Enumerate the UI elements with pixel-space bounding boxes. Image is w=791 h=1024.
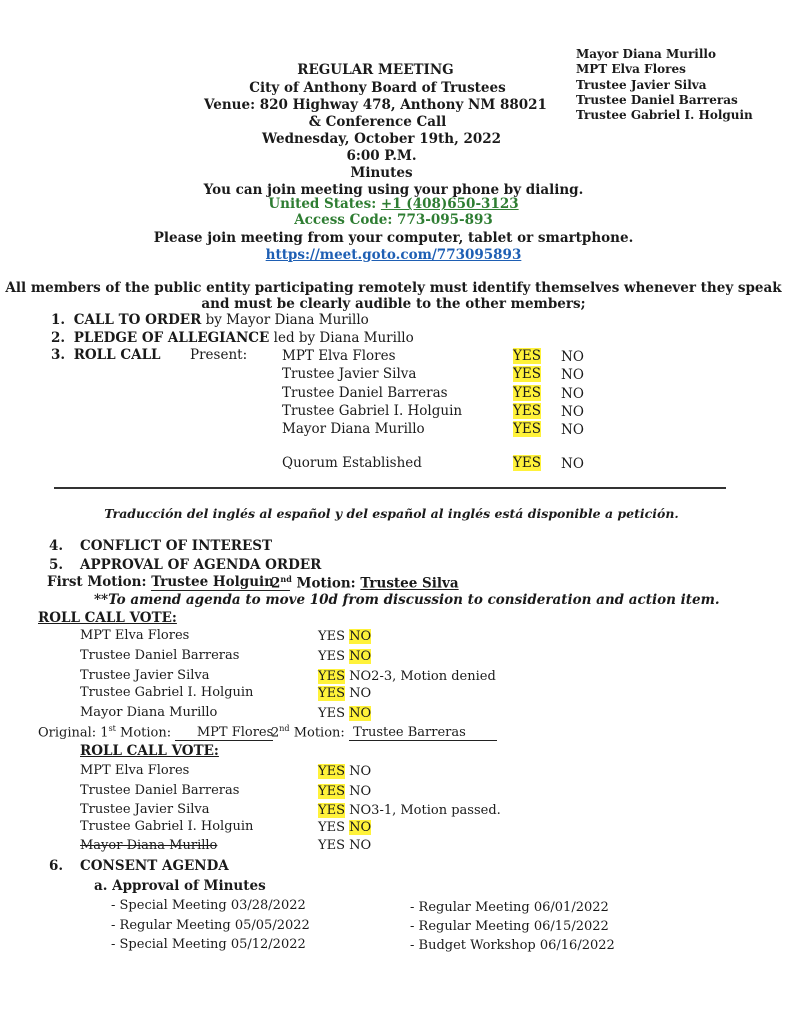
phone-label: United States: bbox=[268, 196, 381, 212]
roll-call-vote-heading-2: ROLL CALL VOTE: bbox=[80, 743, 219, 759]
section4-num: 4. bbox=[49, 538, 64, 554]
remote-notice-line2: and must be clearly audible to the other members; bbox=[201, 296, 586, 312]
vote2-name: MPT Elva Flores bbox=[80, 763, 190, 778]
roll-no: NO bbox=[561, 367, 584, 383]
second-motion-line: 2nd Motion: Trustee Silva bbox=[271, 574, 459, 592]
present-label: Present: bbox=[190, 347, 248, 363]
minutes-item: - Special Meeting 05/12/2022 bbox=[111, 937, 306, 952]
item-roll-call: 3. ROLL CALL bbox=[51, 347, 161, 363]
original-motion-line: Original: 1st Motion: MPT Flores bbox=[38, 724, 274, 741]
vote1-tally: 2-3, Motion denied bbox=[371, 669, 496, 684]
vote2-result: YES NO bbox=[318, 838, 372, 853]
roll-yes: YES bbox=[513, 348, 542, 364]
approval-of-minutes: a. Approval of Minutes bbox=[94, 878, 266, 894]
section5-num: 5. bbox=[49, 557, 64, 573]
vote1-result: YES NO2-3, Motion denied bbox=[318, 669, 496, 684]
first-motion-line: First Motion: Trustee Holguin bbox=[47, 574, 290, 591]
vote1-result: YES NO bbox=[318, 686, 372, 701]
roll-member: Trustee Javier Silva bbox=[282, 366, 417, 382]
vote1-result: YES NO bbox=[318, 649, 372, 664]
quorum-label: Quorum Established bbox=[282, 455, 422, 471]
minutes-item: - Regular Meeting 06/15/2022 bbox=[410, 919, 609, 934]
original-first-value: MPT Flores bbox=[196, 725, 274, 741]
roll-member: MPT Elva Flores bbox=[282, 348, 396, 364]
vote2-struck-row bbox=[80, 838, 372, 853]
meeting-url-link[interactable]: https://meet.goto.com/773095893 bbox=[265, 247, 522, 263]
vote1-result: YES NO bbox=[318, 706, 372, 721]
original-second-line: 2nd Motion: Trustee Barreras bbox=[271, 724, 497, 741]
roll-member: Trustee Gabriel I. Holguin bbox=[282, 403, 463, 419]
vote1-name: Mayor Diana Murillo bbox=[80, 705, 218, 720]
vote2-result: YES NO bbox=[318, 784, 372, 799]
minutes-item: - Budget Workshop 06/16/2022 bbox=[410, 938, 615, 953]
vote2-result: YES NO3-1, Motion passed. bbox=[318, 803, 501, 818]
vote2-name: Trustee Gabriel I. Holguin bbox=[80, 819, 254, 834]
vote2-result: YES NO bbox=[318, 820, 372, 835]
vote2-name: Trustee Daniel Barreras bbox=[80, 783, 240, 798]
roster-member: Mayor Diana Murillo bbox=[576, 47, 716, 61]
roster-member: MPT Elva Flores bbox=[576, 62, 686, 77]
roll-no: NO bbox=[561, 349, 584, 365]
roll-yes: YES bbox=[513, 421, 542, 437]
vote1-name: Trustee Gabriel I. Holguin bbox=[80, 685, 254, 700]
section5-title: APPROVAL OF AGENDA ORDER bbox=[80, 557, 322, 573]
vote1-name: Trustee Javier Silva bbox=[80, 668, 210, 683]
computer-instructions: Please join meeting from your computer, tablet or smartphone. bbox=[153, 230, 634, 246]
vote2-result: YES NO bbox=[318, 764, 372, 779]
vote1-name: Trustee Daniel Barreras bbox=[80, 648, 240, 663]
roster-member: Trustee Gabriel I. Holguin bbox=[576, 108, 753, 123]
minutes-item: - Regular Meeting 05/05/2022 bbox=[111, 918, 310, 933]
board-name: City of Anthony Board of Trustees bbox=[249, 80, 506, 96]
phone-line bbox=[0, 196, 789, 212]
vote1-name: MPT Elva Flores bbox=[80, 628, 190, 643]
meeting-type: REGULAR MEETING bbox=[297, 62, 454, 78]
translation-note: Traducción del inglés al español y del español al inglés está disponible a petición. bbox=[104, 506, 679, 521]
roster-member: Trustee Daniel Barreras bbox=[576, 92, 738, 107]
roll-no: NO bbox=[561, 386, 584, 402]
section6-title: CONSENT AGENDA bbox=[80, 858, 229, 874]
phone-number[interactable]: +1 (408)650-3123 bbox=[380, 196, 519, 212]
roll-no: NO bbox=[561, 404, 584, 420]
quorum-yes: YES bbox=[513, 455, 542, 471]
first-motion-value: Trustee Holguin bbox=[151, 574, 274, 590]
quorum-no: NO bbox=[561, 456, 584, 472]
roll-call-vote-heading: ROLL CALL VOTE: bbox=[38, 610, 177, 626]
vote2-name: Mayor Diana Murillo bbox=[80, 838, 218, 853]
roll-member: Mayor Diana Murillo bbox=[282, 421, 425, 437]
item-pledge: 2. PLEDGE OF ALLEGIANCE led by Diana Murillo bbox=[51, 330, 414, 346]
minutes-item: - Special Meeting 03/28/2022 bbox=[111, 898, 306, 913]
roll-yes: YES bbox=[513, 385, 542, 401]
original-second-value: Trustee Barreras bbox=[353, 725, 466, 741]
divider bbox=[54, 487, 726, 489]
roll-yes: YES bbox=[513, 403, 542, 419]
meeting-time: 6:00 P.M. bbox=[346, 148, 417, 164]
meeting-date: Wednesday, October 19th, 2022 bbox=[261, 131, 502, 147]
vote2-tally: 3-1, Motion passed. bbox=[371, 803, 501, 818]
second-motion-value: Trustee Silva bbox=[360, 575, 459, 592]
roll-member: Trustee Daniel Barreras bbox=[282, 385, 448, 401]
phone-instructions: You can join meeting using your phone by dialing. bbox=[203, 182, 584, 198]
roll-no: NO bbox=[561, 422, 584, 438]
conference-call: & Conference Call bbox=[308, 114, 447, 130]
roll-yes: YES bbox=[513, 366, 542, 382]
vote2-name: Trustee Javier Silva bbox=[80, 802, 210, 817]
section6-num: 6. bbox=[49, 858, 64, 874]
vote1-result: YES NO bbox=[318, 629, 372, 644]
document-type: Minutes bbox=[350, 165, 413, 181]
roster-member: Trustee Javier Silva bbox=[576, 77, 707, 92]
amend-note: **To amend agenda to move 10d from discussion to consideration and action item. bbox=[94, 592, 720, 608]
venue: Venue: 820 Highway 478, Anthony NM 88021 bbox=[204, 97, 547, 113]
item-call-to-order: 1. CALL TO ORDER by Mayor Diana Murillo bbox=[51, 312, 369, 328]
remote-notice-line1: All members of the public entity participating remotely must identify themselves whenever they speak bbox=[5, 280, 782, 296]
minutes-item: - Regular Meeting 06/01/2022 bbox=[410, 900, 609, 915]
section4-title: CONFLICT OF INTEREST bbox=[80, 538, 273, 554]
access-code: Access Code: 773-095-893 bbox=[294, 212, 493, 228]
